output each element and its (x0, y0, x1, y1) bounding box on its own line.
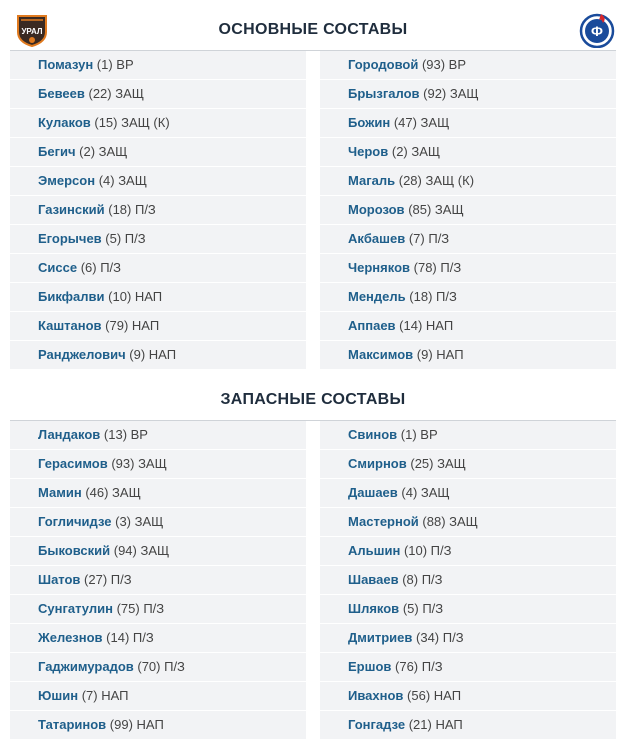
player-info: (92) ЗАЩ (423, 86, 479, 101)
player-row (320, 80, 616, 109)
player-link[interactable]: Сунгатулин (38, 601, 113, 616)
main-lineups-title: ОСНОВНЫЕ СОСТАВЫ (218, 21, 408, 38)
player-row (320, 254, 616, 283)
player-row (10, 508, 306, 537)
player-info: (79) НАП (105, 318, 160, 333)
player-row (320, 624, 616, 653)
subs-lineup-away (320, 421, 616, 739)
player-link[interactable]: Мендель (348, 289, 406, 304)
player-info: (56) НАП (407, 688, 462, 703)
main-lineup-away (320, 51, 616, 369)
player-row (10, 682, 306, 711)
player-link[interactable]: Шляков (348, 601, 400, 616)
player-row (10, 479, 306, 508)
player-link[interactable]: Ивахнов (348, 688, 404, 703)
player-link[interactable]: Сиссе (38, 260, 78, 275)
player-info: (5) П/З (105, 231, 146, 246)
player-info: (25) ЗАЩ (410, 456, 466, 471)
player-row (10, 254, 306, 283)
player-info: (15) ЗАЩ (К) (94, 115, 170, 130)
player-link[interactable]: Помазун (38, 57, 94, 72)
player-row (320, 109, 616, 138)
player-row (320, 225, 616, 254)
player-row (10, 109, 306, 138)
player-link[interactable]: Мастерной (348, 514, 419, 529)
player-info: (14) НАП (399, 318, 454, 333)
player-row (10, 711, 306, 739)
player-info: (85) ЗАЩ (408, 202, 464, 217)
ural-logo-text: УРАЛ (21, 27, 43, 36)
player-link[interactable]: Гонгадзе (348, 717, 406, 732)
player-row (320, 167, 616, 196)
player-link[interactable]: Максимов (348, 347, 414, 362)
player-link[interactable]: Дмитриев (348, 630, 413, 645)
player-link[interactable]: Дашаев (348, 485, 398, 500)
player-info: (18) П/З (409, 289, 457, 304)
player-info: (13) ВР (103, 427, 148, 442)
player-info: (34) П/З (416, 630, 464, 645)
main-lineups-header (10, 0, 616, 51)
player-info: (3) ЗАЩ (115, 514, 164, 529)
player-row (10, 421, 306, 450)
player-info: (2) ЗАЩ (79, 144, 128, 159)
player-row (10, 80, 306, 109)
player-link[interactable]: Шаваев (348, 572, 399, 587)
main-lineup-home (10, 51, 306, 369)
player-link[interactable]: Шатов (38, 572, 81, 587)
player-link[interactable]: Городовой (348, 57, 419, 72)
player-info: (88) ЗАЩ (422, 514, 478, 529)
player-info: (10) П/З (403, 543, 452, 558)
player-info: (75) П/З (116, 601, 165, 616)
player-link[interactable]: Магаль (348, 173, 396, 188)
player-info: (28) ЗАЩ (К) (398, 173, 475, 188)
player-info: (9) НАП (129, 347, 177, 362)
player-info: (93) ВР (421, 57, 467, 72)
player-info: (14) П/З (106, 630, 154, 645)
player-link[interactable]: Юшин (38, 688, 79, 703)
player-row (10, 624, 306, 653)
player-link[interactable]: Егорычев (38, 231, 102, 246)
player-link[interactable]: Бевеев (38, 86, 85, 101)
player-row (320, 653, 616, 682)
player-link[interactable]: Ранджелович (38, 347, 126, 362)
player-info: (8) П/З (402, 572, 443, 587)
fakel-club-crest-icon[interactable] (579, 12, 615, 48)
subs-lineups-header (10, 383, 616, 421)
player-row (10, 225, 306, 254)
player-link[interactable]: Гогличидзе (38, 514, 112, 529)
player-link[interactable]: Каштанов (38, 318, 102, 333)
player-row (320, 312, 616, 341)
player-link[interactable]: Акбашев (348, 231, 406, 246)
player-row (10, 51, 306, 80)
player-info: (70) П/З (137, 659, 185, 674)
player-link[interactable]: Черов (348, 144, 389, 159)
player-link[interactable]: Смирнов (348, 456, 407, 471)
player-info: (47) ЗАЩ (393, 115, 450, 130)
player-row (320, 51, 616, 80)
player-row (10, 595, 306, 624)
subs-lineup-home (10, 421, 306, 739)
player-link[interactable]: Газинский (38, 202, 105, 217)
player-link[interactable]: Черняков (348, 260, 411, 275)
subs-lineups-title: ЗАПАСНЫЕ СОСТАВЫ (220, 391, 406, 408)
player-link[interactable]: Альшин (348, 543, 401, 558)
player-info: (18) П/З (108, 202, 156, 217)
player-info: (4) ЗАЩ (401, 485, 450, 500)
player-row (320, 138, 616, 167)
player-link[interactable]: Быковский (38, 543, 111, 558)
ural-club-crest-icon[interactable] (14, 12, 50, 48)
player-row (320, 537, 616, 566)
player-row (10, 537, 306, 566)
player-row (320, 196, 616, 225)
player-link[interactable]: Железнов (38, 630, 103, 645)
player-row (320, 566, 616, 595)
player-row (10, 138, 306, 167)
player-info: (6) П/З (80, 260, 122, 275)
player-link[interactable]: Кулаков (38, 115, 91, 130)
player-info: (1) ВР (96, 57, 134, 72)
player-row (320, 508, 616, 537)
player-link[interactable]: Аппаев (348, 318, 396, 333)
player-link[interactable]: Татаринов (38, 717, 107, 732)
player-row (10, 167, 306, 196)
player-info: (22) ЗАЩ (88, 86, 144, 101)
player-row (10, 196, 306, 225)
player-row (10, 566, 306, 595)
player-info: (76) П/З (395, 659, 443, 674)
player-row (320, 711, 616, 739)
player-info: (7) НАП (81, 688, 129, 703)
player-row (10, 283, 306, 312)
player-info: (10) НАП (108, 289, 163, 304)
player-link[interactable]: Гаджимурадов (38, 659, 134, 674)
player-info: (21) НАП (408, 717, 463, 732)
player-row (320, 341, 616, 369)
player-info: (9) НАП (416, 347, 464, 362)
player-row (320, 479, 616, 508)
player-row (320, 595, 616, 624)
player-info: (46) ЗАЩ (85, 485, 141, 500)
player-row (10, 653, 306, 682)
player-info: (27) П/З (84, 572, 132, 587)
player-link[interactable]: Ландаков (38, 427, 101, 442)
player-link[interactable]: Эмерсон (38, 173, 96, 188)
player-row (320, 682, 616, 711)
player-link[interactable]: Божин (348, 115, 391, 130)
player-link[interactable]: Брызгалов (348, 86, 420, 101)
player-link[interactable]: Свинов (348, 427, 398, 442)
player-row (320, 283, 616, 312)
player-info: (99) НАП (109, 717, 164, 732)
player-row (320, 450, 616, 479)
player-info: (94) ЗАЩ (113, 543, 170, 558)
player-info: (7) П/З (408, 231, 450, 246)
player-link[interactable]: Бикфалви (38, 289, 105, 304)
player-link[interactable]: Ершов (348, 659, 392, 674)
player-link[interactable]: Бегич (38, 144, 76, 159)
player-info: (2) ЗАЩ (391, 144, 441, 159)
player-link[interactable]: Морозов (348, 202, 405, 217)
player-link[interactable]: Мамин (38, 485, 82, 500)
player-link[interactable]: Герасимов (38, 456, 108, 471)
player-info: (4) ЗАЩ (98, 173, 147, 188)
player-info: (78) П/З (413, 260, 462, 275)
player-row (10, 450, 306, 479)
player-row (320, 421, 616, 450)
player-info: (1) ВР (400, 427, 438, 442)
player-info: (5) П/З (402, 601, 444, 616)
player-info: (93) ЗАЩ (111, 456, 167, 471)
fakel-logo-text: Ф (591, 23, 603, 39)
player-row (10, 312, 306, 341)
player-row (10, 341, 306, 369)
